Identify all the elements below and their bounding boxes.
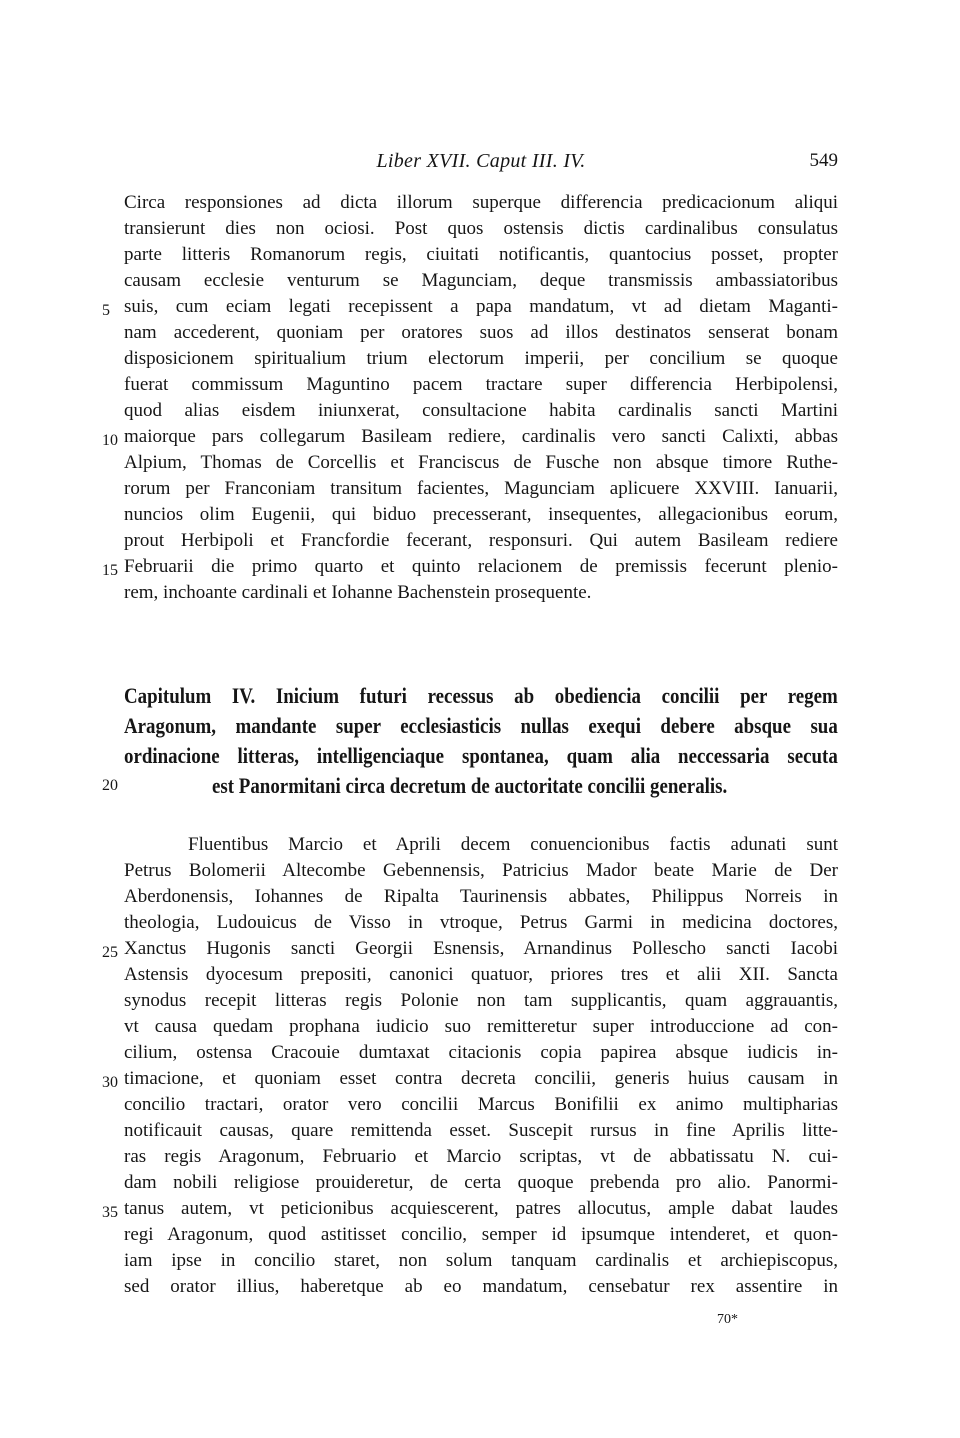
text-line: tanus autem, vt peticionibus acquiescerent, patres allocutus, ample dabat laudes [124, 1198, 838, 1219]
heading-line: est Panormitani circa decretum de auctoritate concilii generalis. [212, 773, 728, 798]
text-line: synodus recepit litteras regis Polonie non tam supplicantis, quam aggrauantis, [124, 990, 838, 1011]
text-line: Aberdonensis, Iohannes de Ripalta Taurinensis abbates, Philippus Norreis in [124, 886, 838, 907]
text-line: disposicionem spiritualium trium electorum imperii, per concilium se quoque [124, 348, 838, 369]
text-line: nam accederent, quoniam per oratores suos ad illos destinatos senserat bonam [124, 322, 838, 343]
text-line: prout Herbipoli et Francfordie fecerant, responsuri. Qui autem Basileam rediere [124, 530, 838, 551]
line-number: 20 [102, 777, 118, 794]
text-line: sed orator illius, haberetque ab eo mandatum, censebatur rex assentire in [124, 1276, 838, 1297]
text-line: notificauit causas, quare remittenda esset. Suscepit rursus in fine Aprilis litte- [124, 1120, 838, 1141]
text-line: Xanctus Hugonis sancti Georgii Esnensis, Arnandinus Pollescho sancti Iacobi [124, 938, 838, 959]
text-line: ras regis Aragonum, Februario et Marcio scriptas, vt de abbatissatu N. cui- [124, 1146, 838, 1167]
text-line: suis, cum eciam legati recepissent a papa mandatum, vt ad dietam Maganti- [124, 296, 838, 317]
text-line: Petrus Bolomerii Altecombe Gebennensis, Patricius Mador beate Marie de Der [124, 860, 838, 881]
text-line: parte litteris Romanorum regis, ciuitati notificantis, quantocius posset, propter [124, 244, 838, 265]
line-number: 15 [102, 562, 118, 579]
line-number: 30 [102, 1074, 118, 1091]
text-line: transierunt dies non ociosi. Post quos ostensis dictis cardinalibus consulatus [124, 218, 838, 239]
text-line: dam nobili religiose prouideretur, de certa quoque prebenda pro alio. Panormi- [124, 1172, 838, 1193]
heading-line: ordinacione litteras, intelligenciaque spontanea, quam alia neccessaria secuta [124, 743, 838, 768]
heading-line: Capitulum IV. Inicium futuri recessus ab obediencia concilii per regem [124, 683, 838, 708]
running-title: Liber XVII. Caput III. IV. [376, 150, 586, 172]
heading-line: Aragonum, mandante super ecclesiasticis nullas exequi debere absque sua [124, 713, 838, 738]
text-line: causam ecclesie venturum se Magunciam, deque transmissis ambassiatoribus [124, 270, 838, 291]
line-number: 10 [102, 432, 118, 449]
text-line: nuncios olim Eugenii, qui biduo precesserant, insequentes, allegacionibus eorum, [124, 504, 838, 525]
line-number: 25 [102, 944, 118, 961]
text-line: rem, inchoante cardinali et Iohanne Bachenstein prosequente. [124, 582, 592, 603]
line-number: 35 [102, 1204, 118, 1221]
running-head [124, 146, 838, 176]
text-line: cilium, ostensa Cracouie dumtaxat citacionis copia papirea absque iudicis in- [124, 1042, 838, 1063]
text-line: theologia, Ludouicus de Visso in vtroque, Petrus Garmi in medicina doctores, [124, 912, 838, 933]
page-number: 549 [809, 150, 838, 171]
text-line: vt causa quedam prophana iudicio suo remitteretur super introduccione ad con- [124, 1016, 838, 1037]
text-line: quod alias eisdem iniunxerat, consultacione habita cardinalis sancti Martini [124, 400, 838, 421]
text-line: regi Aragonum, quod astitisset concilio, semper id ipsumque intenderet, et quon- [124, 1224, 838, 1245]
text-line: concilio tractari, orator vero concilii Marcus Bonifilii ex animo multipharias [124, 1094, 838, 1115]
text-line: Fluentibus Marcio et Aprili decem conuencionibus factis adunati sunt [188, 834, 838, 855]
text-line: fuerat commissum Maguntino pacem tractare super differencia Herbipolensi, [124, 374, 838, 395]
text-line: Alpium, Thomas de Corcellis et Franciscus de Fusche non absque timore Ruthe- [124, 452, 838, 473]
text-line: Februarii die primo quarto et quinto relacionem de premissis fecerunt plenio- [124, 556, 838, 577]
line-number: 5 [102, 302, 110, 319]
text-line: iam ipse in concilio staret, non solum tanquam cardinalis et archiepiscopus, [124, 1250, 838, 1271]
text-line: rorum per Franconiam transitum facientes, Magunciam aplicuere XXVIII. Ianuarii, [124, 478, 838, 499]
text-line: maiorque pars collegarum Basileam rediere, cardinalis vero sancti Calixti, abbas [124, 426, 838, 447]
text-line: Astensis dyocesum prepositi, canonici quatuor, priores tres et alii XII. Sancta [124, 964, 838, 985]
text-line: Circa responsiones ad dicta illorum superque differencia predicacionum aliqui [124, 192, 838, 213]
signature-mark: 70* [717, 1312, 738, 1327]
text-line: timacione, et quoniam esset contra decreta concilii, generis huius causam in [124, 1068, 838, 1089]
